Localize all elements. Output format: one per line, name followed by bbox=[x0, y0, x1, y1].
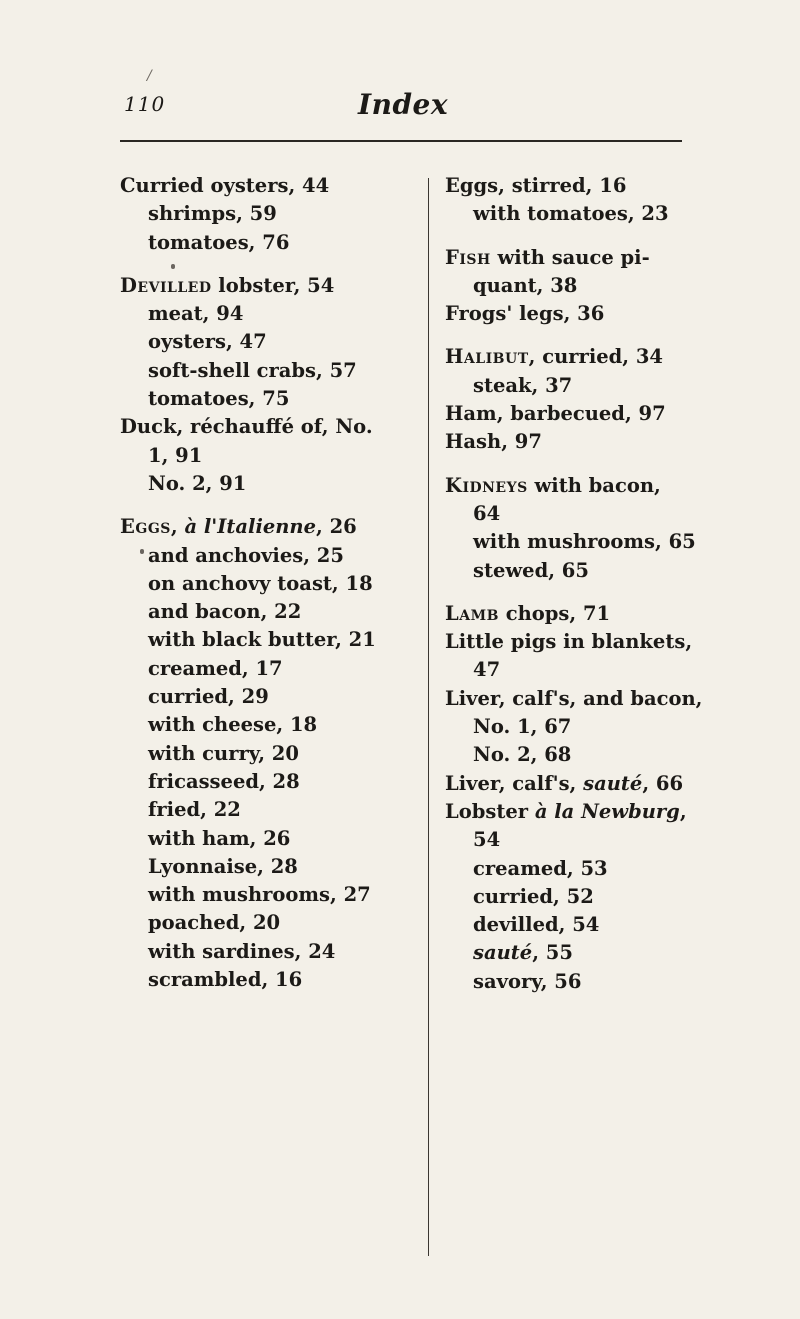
index-subentry: Lyonnaise, 28 bbox=[148, 854, 298, 878]
index-subentry: fried, 22 bbox=[148, 798, 241, 822]
page-title: Index bbox=[358, 88, 449, 121]
index-continuation: 1, 91 bbox=[148, 443, 203, 467]
index-subentry: with mushrooms, 65 bbox=[473, 530, 696, 554]
index-subentry: No. 2, 68 bbox=[473, 743, 572, 767]
stray-ink-mark: / bbox=[147, 68, 152, 84]
entry-rest: , curried, 34 bbox=[528, 345, 663, 369]
index-entry: Curried oysters, 44 bbox=[120, 174, 330, 197]
index-subentry: and anchovies, 25 bbox=[148, 543, 344, 567]
index-entry: Duck, réchauffé of, No. bbox=[120, 415, 373, 439]
index-subentry: with curry, 20 bbox=[148, 741, 299, 765]
page-header bbox=[0, 88, 800, 122]
index-subentry: with sardines, 24 bbox=[148, 939, 336, 963]
entry-rest: with sauce pi- bbox=[490, 245, 650, 269]
index-entry bbox=[445, 798, 690, 826]
index-subentry: with cheese, 18 bbox=[148, 713, 318, 737]
entry-rest: lobster, 54 bbox=[211, 273, 335, 297]
index-subentry: meat, 94 bbox=[148, 302, 244, 326]
index-subentry: oysters, 47 bbox=[148, 330, 267, 354]
index-entry: Hash, 97 bbox=[445, 430, 542, 454]
index-subentry: fricasseed, 28 bbox=[148, 769, 300, 793]
index-entry bbox=[445, 600, 690, 628]
entry-pre: Liver, calf's, bbox=[445, 771, 584, 795]
index-entry: Ham, barbecued, 97 bbox=[445, 402, 666, 426]
entry-italic: sauté bbox=[473, 941, 533, 965]
index-entry bbox=[445, 472, 690, 500]
index-subentry: savory, 56 bbox=[473, 969, 582, 993]
index-subentry: tomatoes, 75 bbox=[148, 387, 290, 411]
index-subentry: shrimps, 59 bbox=[148, 202, 277, 226]
index-column-right bbox=[445, 172, 703, 996]
page-number: 110 bbox=[124, 92, 166, 116]
index-subentry: with tomatoes, 23 bbox=[473, 202, 669, 226]
index-entry bbox=[445, 770, 690, 798]
entry-lead: Kidneys bbox=[445, 473, 528, 497]
entry-italic: sauté bbox=[583, 771, 643, 795]
index-continuation: 54 bbox=[473, 828, 501, 852]
index-subentry: with ham, 26 bbox=[148, 826, 291, 850]
column-divider bbox=[428, 178, 429, 1256]
index-subentry bbox=[445, 939, 690, 967]
index-subentry: steak, 37 bbox=[473, 373, 573, 397]
index-subentry: tomatoes, 76 bbox=[148, 230, 290, 254]
index-column-left bbox=[120, 172, 420, 994]
index-subentry: soft-shell crabs, 57 bbox=[148, 358, 357, 382]
index-subentry: scrambled, 16 bbox=[148, 968, 303, 992]
index-continuation: quant, 38 bbox=[473, 273, 578, 297]
index-subentry: on anchovy toast, 18 bbox=[148, 571, 373, 595]
entry-lead: Lamb bbox=[445, 601, 499, 625]
entry-rest: with bacon, bbox=[527, 473, 661, 497]
index-subentry: poached, 20 bbox=[148, 911, 281, 935]
index-continuation: 64 bbox=[473, 501, 501, 525]
index-subentry: creamed, 17 bbox=[148, 656, 283, 680]
entry-italic: à la Newburg bbox=[534, 799, 680, 823]
index-subentry: curried, 29 bbox=[148, 685, 269, 709]
entry-rest: chops, 71 bbox=[498, 601, 611, 625]
entry-pre: Lobster bbox=[445, 799, 535, 823]
index-subentry: devilled, 54 bbox=[473, 913, 600, 937]
index-continuation: 47 bbox=[473, 658, 501, 682]
index-entry: Liver, calf's, and bacon, bbox=[445, 686, 703, 710]
entry-lead: Eggs bbox=[120, 515, 171, 539]
index-subentry: with black butter, 21 bbox=[148, 628, 376, 652]
entry-rest: , 55 bbox=[532, 941, 573, 965]
index-entry: Frogs' legs, 36 bbox=[445, 302, 605, 326]
index-subentry: creamed, 53 bbox=[473, 856, 608, 880]
entry-pre: , bbox=[170, 515, 185, 539]
entry-rest: , bbox=[679, 799, 687, 823]
index-subentry: curried, 52 bbox=[473, 884, 594, 908]
entry-rest: , 66 bbox=[642, 771, 684, 795]
index-subentry: and bacon, 22 bbox=[148, 600, 302, 624]
index-subentry: No. 2, 91 bbox=[148, 471, 247, 495]
index-entry: Eggs, stirred, 16 bbox=[445, 174, 627, 197]
index-entry bbox=[120, 272, 420, 300]
entry-lead: Devilled bbox=[120, 273, 212, 297]
entry-lead: Halibut bbox=[445, 345, 529, 369]
index-subentry: No. 1, 67 bbox=[473, 715, 572, 739]
index-entry bbox=[445, 244, 690, 272]
entry-rest: , 26 bbox=[316, 515, 357, 539]
index-entry bbox=[120, 513, 420, 541]
header-rule bbox=[120, 140, 682, 142]
entry-italic: à l'Italienne bbox=[184, 515, 317, 539]
index-entry: Little pigs in blankets, bbox=[445, 630, 693, 654]
entry-lead: Fish bbox=[445, 245, 491, 269]
index-subentry: stewed, 65 bbox=[473, 558, 589, 582]
index-subentry: with mushrooms, 27 bbox=[148, 883, 371, 907]
index-entry bbox=[445, 343, 690, 371]
